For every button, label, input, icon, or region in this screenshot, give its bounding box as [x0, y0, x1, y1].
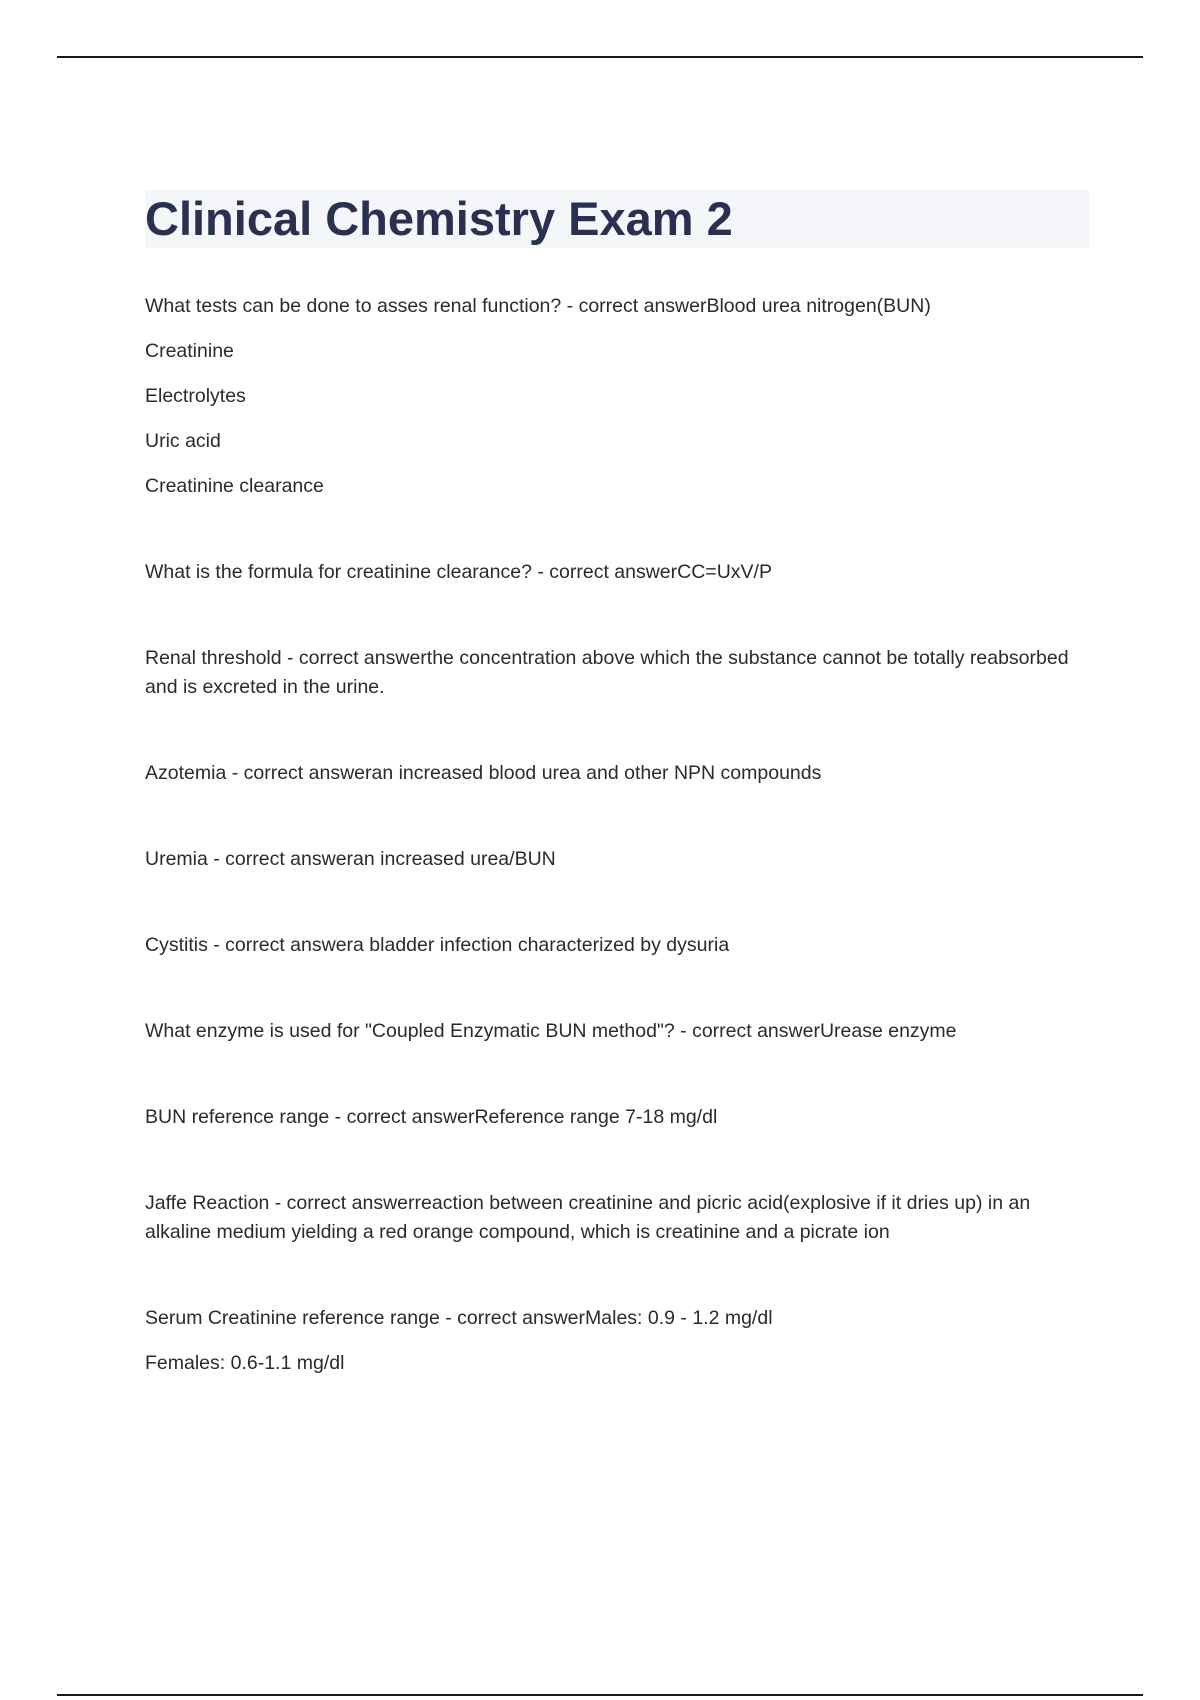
qa-item [145, 1189, 1085, 1247]
page-title: Clinical Chemistry Exam 2 [145, 192, 733, 245]
qa-text: BUN reference range - correct answerReference range 7-18 mg/dl [145, 1106, 718, 1128]
qa-text: What is the formula for creatinine clearance? - correct answerCC=UxV/P [145, 561, 772, 583]
qa-item [145, 644, 1085, 702]
qa-text: Renal threshold - correct answerthe concentration above which the substance cannot be totally reabsorbed and is excreted in the urine. [145, 647, 1069, 698]
qa-text: Azotemia - correct answeran increased blood urea and other NPN compounds [145, 762, 822, 784]
bottom-rule [57, 1694, 1143, 1696]
document-body [145, 292, 1085, 1435]
qa-item [145, 759, 1085, 788]
qa-text: Females: 0.6-1.1 mg/dl [145, 1352, 345, 1374]
qa-text: Uremia - correct answeran increased urea/BUN [145, 848, 556, 870]
qa-item [145, 931, 1085, 960]
qa-item [145, 292, 1085, 501]
qa-item [145, 845, 1085, 874]
qa-text: Uric acid [145, 430, 221, 452]
qa-text: Serum Creatinine reference range - correct answerMales: 0.9 - 1.2 mg/dl [145, 1307, 773, 1329]
qa-item [145, 1304, 1085, 1378]
qa-text: Creatinine [145, 340, 234, 362]
qa-text: What enzyme is used for "Coupled Enzymatic BUN method"? - correct answerUrease enzyme [145, 1020, 957, 1042]
qa-text: Creatinine clearance [145, 475, 324, 497]
qa-text: What tests can be done to asses renal function? - correct answerBlood urea nitrogen(BUN) [145, 295, 931, 317]
qa-text: Jaffe Reaction - correct answerreaction between creatinine and picric acid(explosive if it dries up) in an alkaline medium yielding a red orange compound, which is creatinine and a picrate ion [145, 1192, 1031, 1243]
top-rule [57, 56, 1143, 58]
qa-item [145, 558, 1085, 587]
qa-text: Electrolytes [145, 385, 246, 407]
qa-item [145, 1103, 1085, 1132]
qa-item [145, 1017, 1085, 1046]
qa-text: Cystitis - correct answera bladder infection characterized by dysuria [145, 934, 730, 956]
